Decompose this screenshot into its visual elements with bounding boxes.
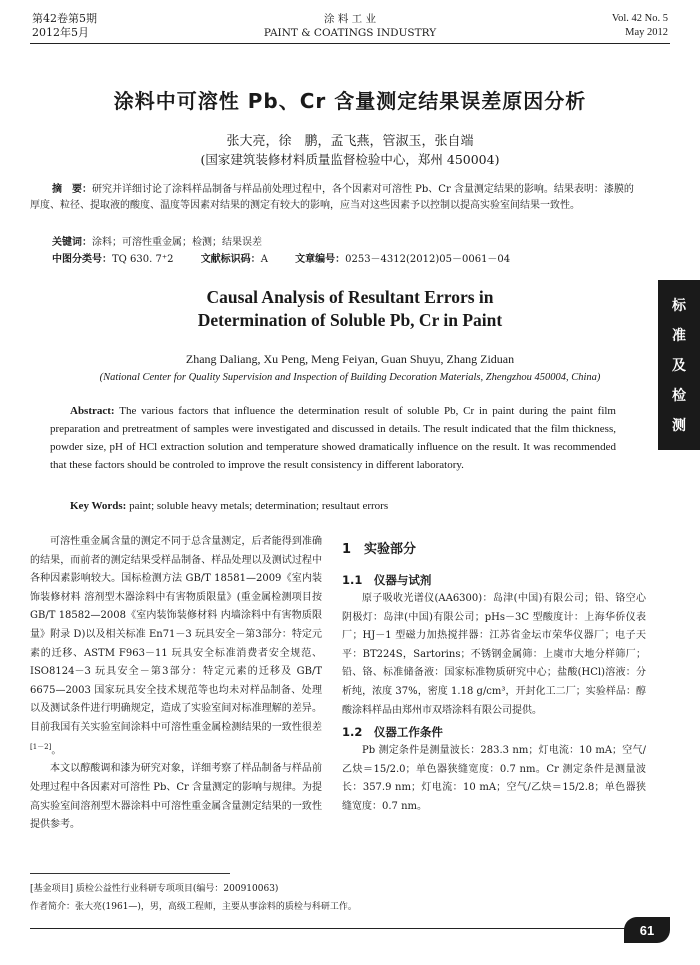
header-divider (30, 43, 670, 44)
keywords-en-text: paint; soluble heavy metals; determination; resultaut errors (129, 500, 389, 512)
subsection-heading: 1.2 仪器工作条件 (342, 725, 443, 740)
conditions-paragraph: Pb 测定条件是测量波长：283.3 nm；灯电流：10 mA；空气/乙炔＝15/2.0；单色器狭缝宽度：0.7 nm。Cr 测定条件是测量波长：357.9 nm；灯电流：10 mA；空气/乙炔＝15/2.8；单色器狭缝宽度：0.7 nm。 (342, 745, 646, 812)
side-tab-char: 标 (672, 298, 686, 314)
abstract-en (50, 402, 616, 474)
abstract-en-text: The various factors that influence the determination result of soluble Pb, Cr in paint during the paint film preparation and pretreatment of samples were investigated and discussed in details. The result indicated that the film thickness, powder size, pH of HCl extraction solution and temperature showed dramatically influence on the result. It was recommended that these factors should be controled to improve the result consistency in different laboratory. (50, 405, 616, 471)
header-right (612, 12, 668, 40)
footnote-divider (30, 873, 230, 874)
abstract-cn-label: 摘 要： (52, 184, 92, 195)
page-number: 61 (624, 917, 670, 943)
affiliation-cn: (国家建筑装修材料质量监督检验中心，郑州 450004) (200, 152, 500, 167)
side-tab-char: 准 (672, 328, 686, 344)
journal-name-cn: 涂 料 工 业 (323, 13, 376, 25)
volume-en: Vol. 42 No. 5 (611, 13, 668, 24)
date-cn: 2012年5月 (32, 26, 89, 39)
section-heading: 1 实验部分 (342, 542, 417, 557)
authors-en: Zhang Daliang, Xu Peng, Meng Feiyan, Guan Shuyu, Zhang Ziduan (185, 352, 515, 366)
title-en-line-1: Causal Analysis of Resultant Errors in (206, 287, 494, 307)
article-number: 文章编号：0253－4312(2012)05－0061－04 (295, 254, 511, 265)
intro-paragraph-2: 本文以醇酸调和漆为研究对象，详细考察了样品制备与样品前处理过程中各因素对可溶性 Pb、Cr 含量测定的影响与规律。为提高实验室间溶剂型木器涂料中可溶性重金属含量测定结果的一致性提供参考。 (30, 763, 322, 831)
date-en: May 2012 (625, 27, 668, 38)
paper-title-cn: 涂料中可溶性 Pb、Cr 含量测定结果误差原因分析 (113, 89, 587, 113)
keywords-cn (52, 235, 638, 251)
paper-title-en (0, 286, 700, 332)
section-side-tab (658, 280, 700, 450)
title-en-line-2: Determination of Soluble Pb, Cr in Paint (197, 310, 503, 330)
abstract-en-label: Abstract: (70, 405, 115, 417)
header-left (32, 12, 97, 40)
instruments-paragraph: 原子吸收光谱仪(AA6300)：岛津(中国)有限公司；铅、铬空心阴极灯：岛津(中国)有限公司；pHs－3C 型酸度计：上海华侨仪表厂；HJ－1 型磁力加热搅拌器：江苏省金坛市荣华仪器厂；电子天平：BT224S，Sartorins；不锈钢金属筛：上虞市大地分样筛厂；铅、铬、标准储备液：国家标准物质研究中心；盐酸(HCl)溶液：分析纯，浓度 37%，密度 1.18 g/cm³，开封化工二厂；实验样品：醇酸涂料样品由郑州市双塔涂料有限公司提供。 (342, 593, 646, 716)
abstract-cn (30, 182, 638, 214)
side-tab-char: 测 (672, 418, 686, 434)
intro-paragraph-1: 可溶性重金属含量的测定不同于总含量测定，后者能得到准确的结果，而前者的测定结果受样品制备、样品处理以及测试过程中各种因素影响较大。国标检测方法 GB/T 18581—2009《室内装饰装修材料 溶剂型木器涂料中有害物质限量》(重金属检测项目按 GB/T 18582—2008《室内装饰装修材料 内墙涂料中有害物质限量》附录 D)以及相关标准 En71－3 玩具安全－第3部分：特定元素的迁移、ASTM F963－11 玩具安全标准消费者安全规范、ISO8124－3 玩具安全－第3部分：特定元素的迁移及 GB/T 6675—2003 国家玩具安全技术规范等也均未对样品制备、处理以及测试条件进行明确规定，造成了实验室间对标准理解的差异。目前我国有关实验室间涂料中可溶性重金属检测结果的一致性很差[1－2]。 (30, 536, 322, 756)
footnote-author: 作者简介：张大亮(1961—)，男，高级工程师，主要从事涂料的质检与科研工作。 (30, 902, 357, 912)
journal-name-en: PAINT & COATINGS INDUSTRY (263, 27, 437, 39)
abstract-cn-text: 研究并详细讨论了涂料样品制备与样品前处理过程中，各个因素对可溶性 Pb、Cr 含量测定结果的影响。结果表明：漆膜的厚度、粒径、提取液的酸度、温度等因素对结果的测定有较大的影响，应当对这些因素予以控制以提高实验室间结果一致性。 (30, 184, 634, 211)
authors-cn: 张大亮，徐 鹏，孟飞燕，管淑玉，张自端 (226, 134, 474, 149)
volume-cn: 第42卷第5期 (32, 12, 97, 25)
keywords-en-label: Key Words: (70, 500, 127, 512)
document-code: 文献标识码：A (200, 254, 268, 265)
body-left-column (30, 533, 322, 835)
side-tab-char: 检 (672, 388, 686, 404)
clc-number: 中图分类号：TQ 630. 7⁺2 (52, 254, 174, 265)
subsection-heading: 1.1 仪器与试剂 (342, 573, 432, 587)
footer-divider (30, 928, 670, 929)
keywords-cn-label: 关键词： (52, 237, 92, 248)
body-right-column (342, 540, 646, 817)
affiliation-en: (National Center for Quality Supervision and Inspection of Building Decoration Materials, Zhengzhou 450004, China) (99, 372, 601, 383)
keywords-cn-text: 涂料；可溶性重金属；检测；结果误差 (92, 237, 262, 248)
footnote-fund: [基金项目] 质检公益性行业科研专项项目(编号：200910063) (30, 884, 279, 894)
keywords-en (70, 497, 616, 515)
header-center (230, 12, 470, 40)
classification-line (52, 252, 638, 268)
side-tab-char: 及 (672, 358, 686, 374)
citation: [1－2] (30, 742, 52, 751)
